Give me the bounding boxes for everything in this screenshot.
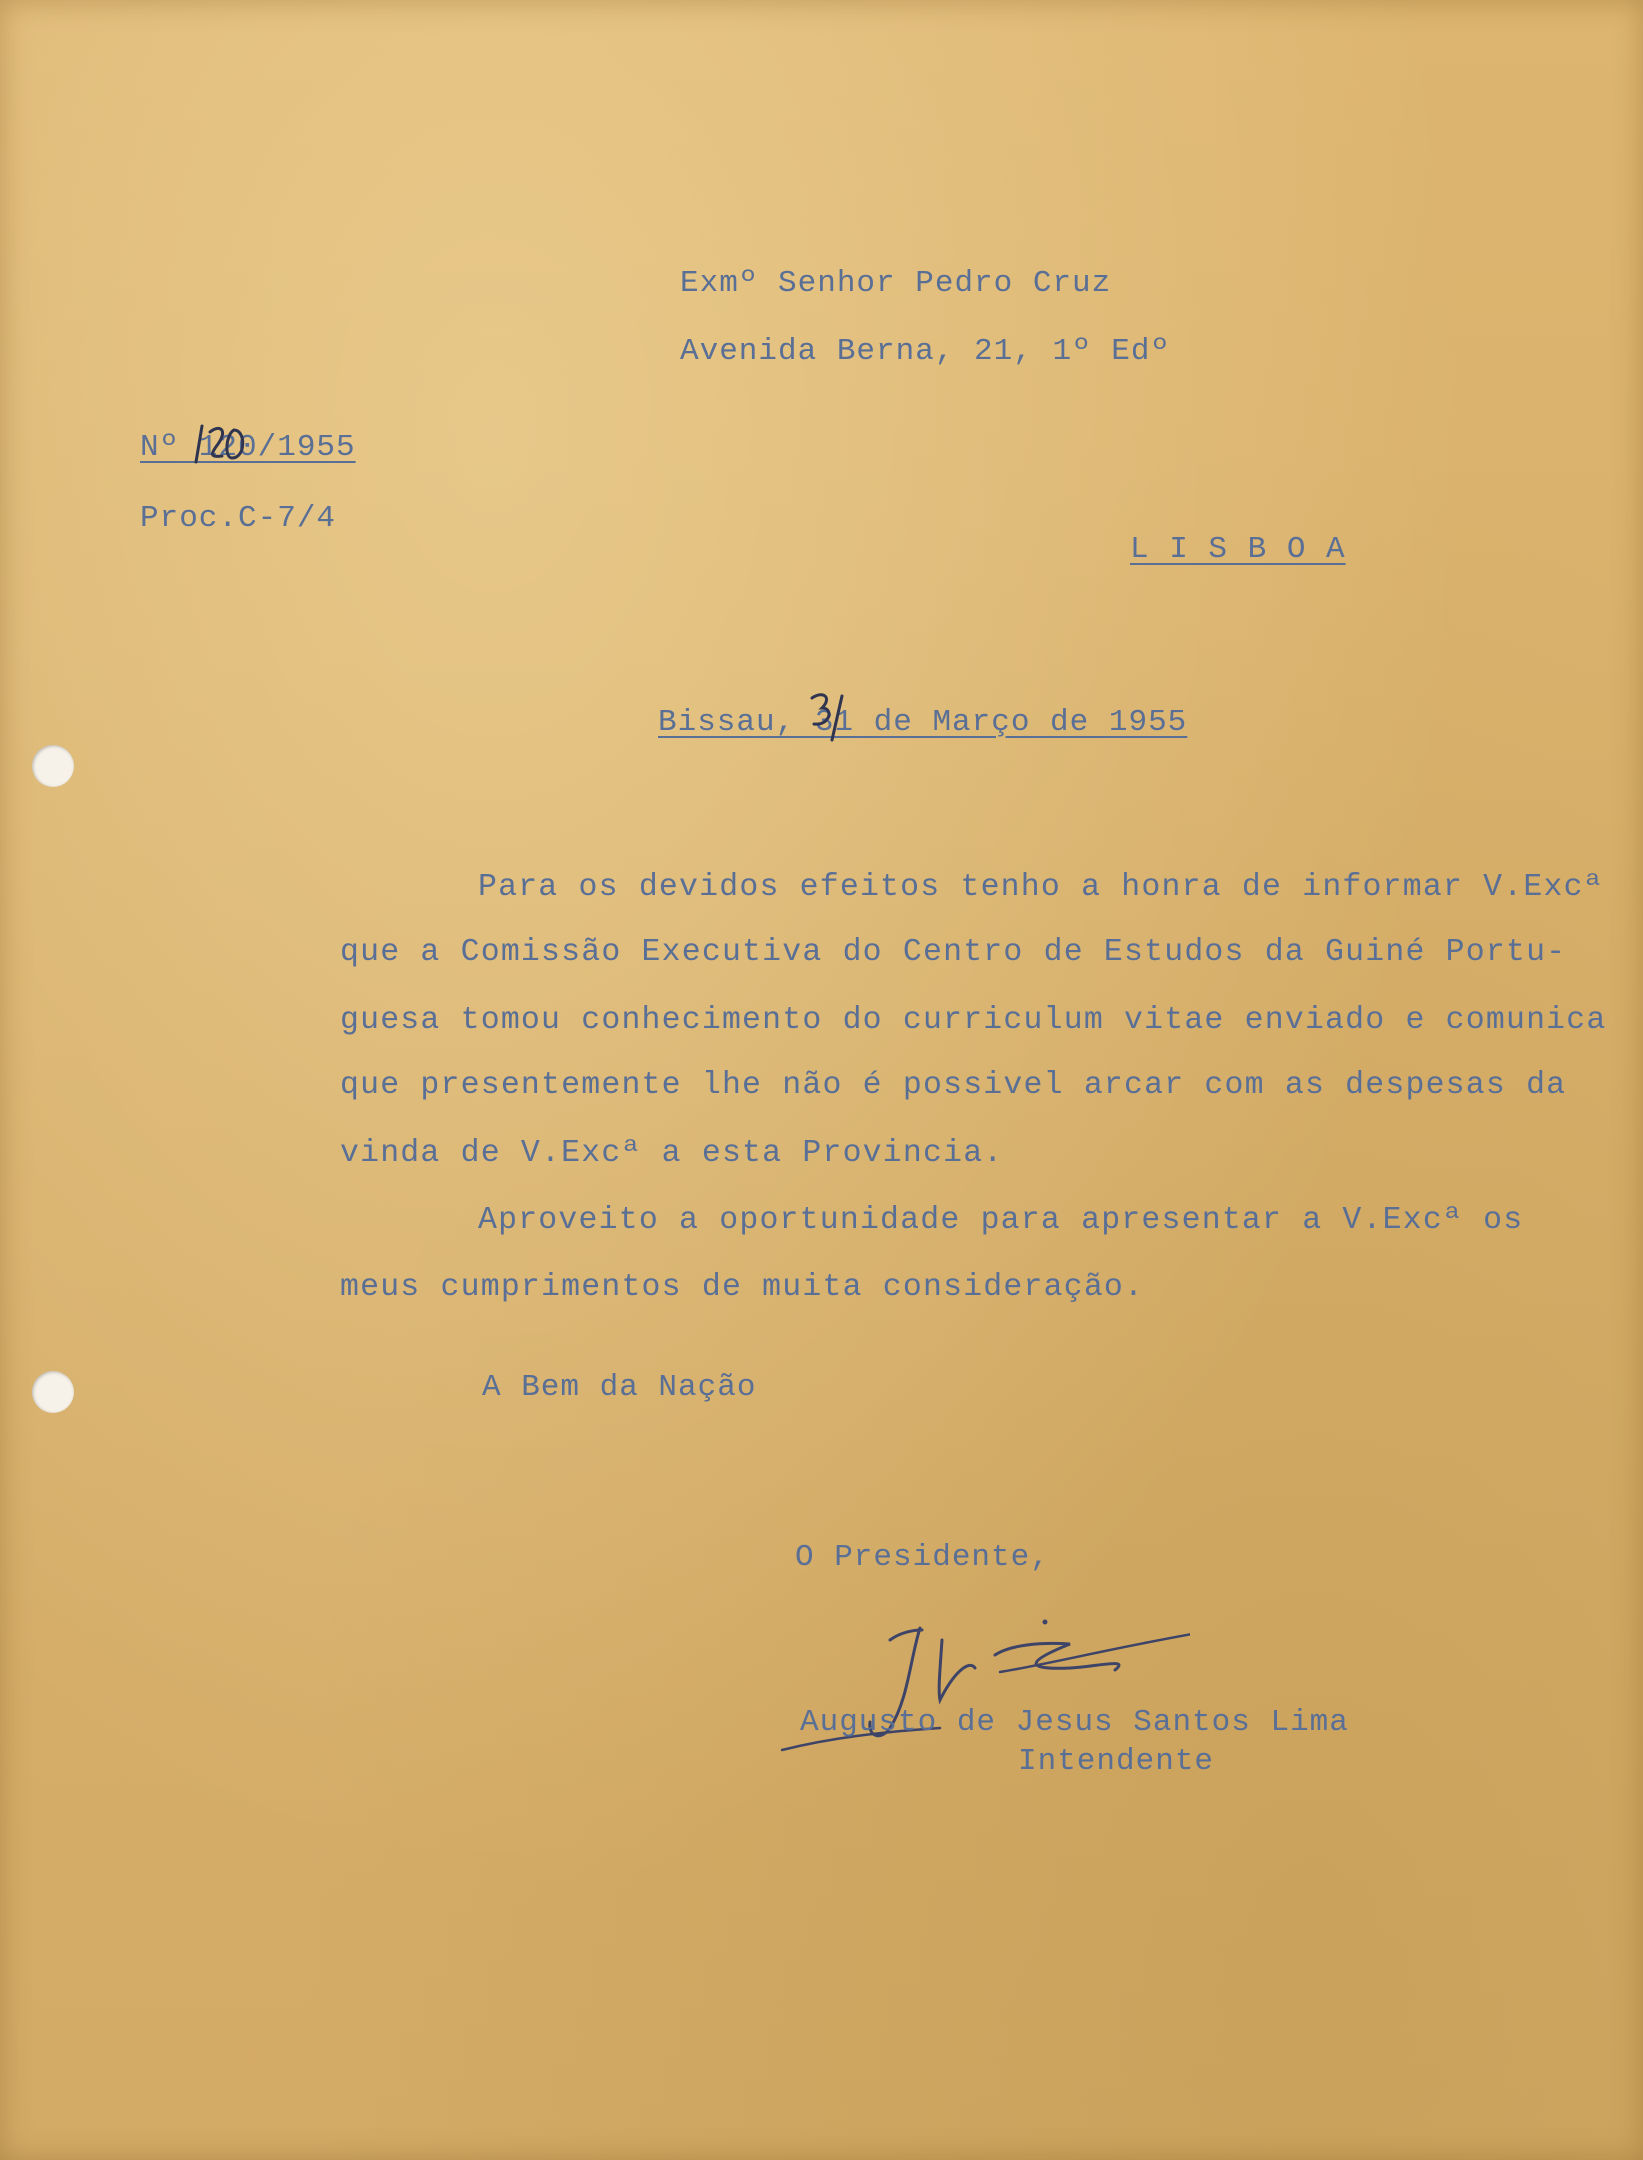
handwritten-day	[806, 690, 854, 744]
body-line: meus cumprimentos de muita consideração.	[340, 1270, 1145, 1305]
punch-hole-bottom	[32, 1371, 74, 1413]
body-line: Para os devidos efeitos tenho a honra de informar V.Excª	[478, 870, 1604, 905]
recipient-address: Avenida Berna, 21, 1º Edº	[680, 334, 1171, 369]
signer-title: Intendente	[1018, 1744, 1215, 1779]
reference-number: Nº 120/1955	[140, 430, 356, 465]
body-line: guesa tomou conhecimento do curriculum vitae enviado e comunica	[340, 1003, 1607, 1038]
signer-name: Augusto de Jesus Santos Lima	[800, 1705, 1349, 1740]
handwritten-number	[192, 420, 252, 470]
body-line: que presentemente lhe não é possivel arcar com as despesas da	[340, 1068, 1567, 1103]
body-line: que a Comissão Executiva do Centro de Estudos da Guiné Portu-	[340, 935, 1567, 970]
closing-salutation: A Bem da Nação	[482, 1370, 757, 1405]
body-line: Aproveito a oportunidade para apresentar a V.Excª os	[478, 1203, 1524, 1238]
punch-hole-top	[32, 745, 74, 787]
signoff: O Presidente,	[795, 1540, 1050, 1575]
process-reference: Proc.C-7/4	[140, 501, 337, 536]
destination-city: L I S B O A	[1130, 532, 1346, 567]
date-line: Bissau, 31 de Março de 1955	[658, 705, 1188, 740]
body-line: vinda de V.Excª a esta Provincia.	[340, 1136, 1004, 1171]
recipient-name: Exmº Senhor Pedro Cruz	[680, 266, 1112, 301]
